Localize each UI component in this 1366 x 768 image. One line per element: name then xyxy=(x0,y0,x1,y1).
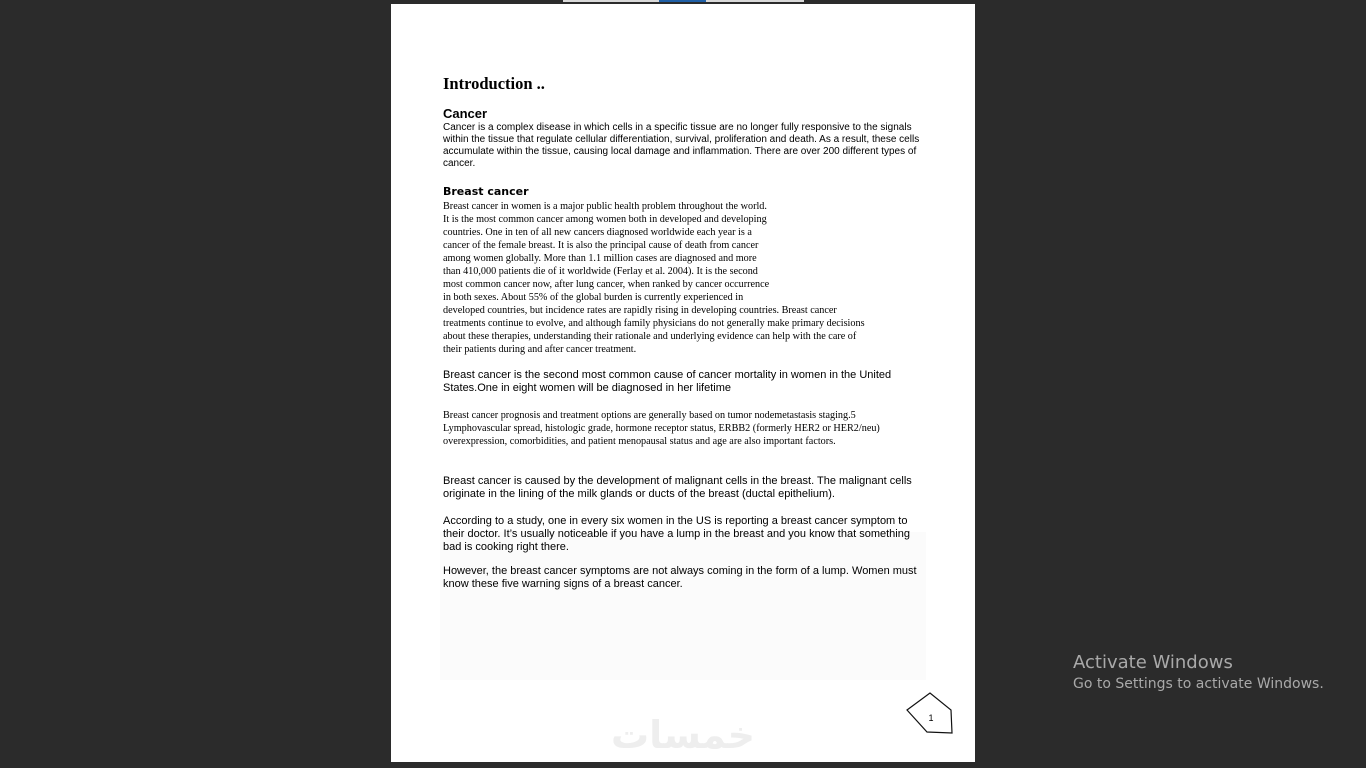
activation-subtitle: Go to Settings to activate Windows. xyxy=(1073,676,1324,692)
page-content xyxy=(443,74,925,591)
text-line: treatments continue to evolve, and although family physicians do not generally make primary decisions xyxy=(443,318,865,329)
text-line: cancer of the female breast. It is also the principal cause of death from cancer xyxy=(443,240,759,251)
text-line: among women globally. More than 1.1 million cases are diagnosed and more xyxy=(443,253,757,264)
document-page xyxy=(391,4,975,762)
windows-activation-notice xyxy=(1073,652,1324,694)
text-line: in both sexes. About 55% of the global burden is currently experienced in xyxy=(443,292,744,303)
text-line: It is the most common cancer among women both in developed and developing xyxy=(443,214,767,225)
study-paragraph: According to a study, one in every six women in the US is reporting a breast cancer symptom to their doctor. It’s usually noticeable if you have a lump in the breast and you know that something bad is cooking right there. xyxy=(443,515,910,553)
breast-cancer-heading: Breast cancer xyxy=(443,185,529,198)
page-number: 1 xyxy=(928,713,934,723)
symptoms-paragraph: However, the breast cancer symptoms are not always coming in the form of a lump. Women must know these five warning signs of a breast cancer. xyxy=(443,565,917,590)
toolbar-tab-strip[interactable] xyxy=(563,0,804,2)
text-line: most common cancer now, after lung cancer, when ranked by cancer occurrence xyxy=(443,279,770,290)
prognosis-paragraph: Breast cancer prognosis and treatment options are generally based on tumor nodemetastasis staging.5 Lymphovascular spread, histologic grade, hormone receptor status, ERBB2 (formerly HER2 or HER2/neu) overexpression, comorbidities, and patient menopausal status and age are also important factors. xyxy=(443,410,880,447)
text-line: than 410,000 patients die of it worldwide (Ferlay et al. 2004). It is the second xyxy=(443,266,758,277)
breast-cancer-paragraph xyxy=(443,200,925,356)
mortality-paragraph: Breast cancer is the second most common cause of cancer mortality in women in the United States.One in eight women will be diagnosed in her lifetime xyxy=(443,369,892,394)
watermark-text: خمسات xyxy=(611,713,755,757)
text-line: about these therapies, understanding their rationale and underlying evidence can help with the care of xyxy=(443,331,857,342)
activation-title: Activate Windows xyxy=(1073,652,1233,673)
cancer-paragraph: Cancer is a complex disease in which cells in a specific tissue are no longer fully responsive to the signals within the tissue that regulate cellular differentiation, survival, proliferation and death. As a result, these cells accumulate within the tissue, causing local damage and inflammation. There are over 200 different types of cancer. xyxy=(443,122,920,169)
text-line: developed countries, but incidence rates are rapidly rising in developing countries. Breast cancer xyxy=(443,305,837,316)
cancer-heading: Cancer xyxy=(443,106,488,121)
page-number-badge xyxy=(904,690,958,744)
text-line: their patients during and after cancer treatment. xyxy=(443,344,637,355)
text-line: Breast cancer in women is a major public health problem throughout the world. xyxy=(443,201,767,212)
text-line: countries. One in ten of all new cancers diagnosed worldwide each year is a xyxy=(443,227,752,238)
page-title: Introduction .. xyxy=(443,74,545,93)
cause-paragraph: Breast cancer is caused by the development of malignant cells in the breast. The malignant cells originate in the lining of the milk glands or ducts of the breast (ductal epithelium). xyxy=(443,475,912,500)
toolbar-tab-active[interactable] xyxy=(659,0,706,2)
watermark-logo xyxy=(599,710,767,758)
